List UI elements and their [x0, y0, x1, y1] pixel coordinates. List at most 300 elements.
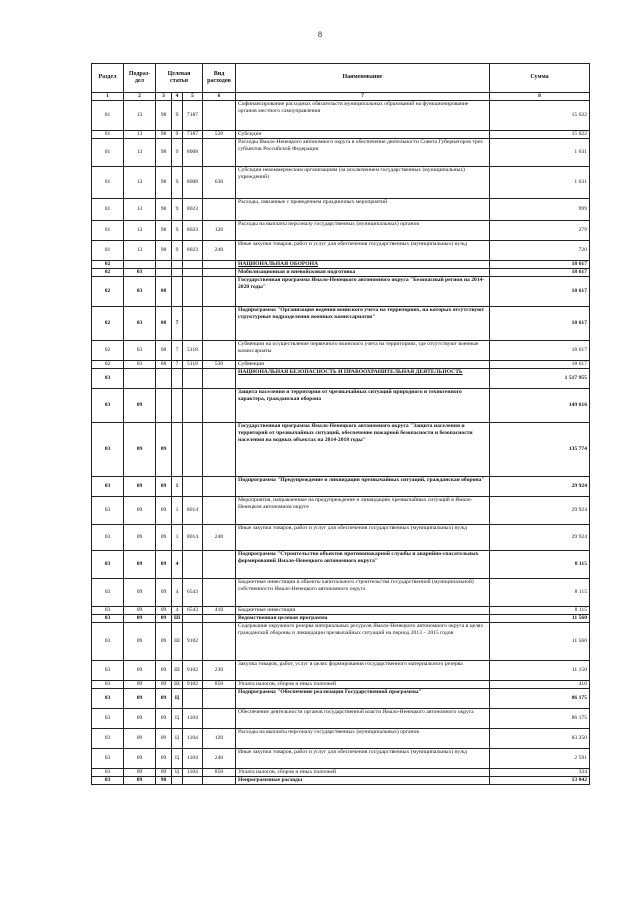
cell-statya-program: 09: [156, 768, 172, 776]
cell-statya-direction: [183, 368, 203, 388]
cell-statya-program: 09: [156, 614, 172, 622]
cell-statya-program: 09: [156, 728, 172, 748]
table-row: [92, 776, 590, 784]
budget-table: [91, 63, 590, 785]
cell-razdel: 01: [92, 138, 124, 166]
table-row: [92, 728, 590, 748]
cell-statya-program: 09: [156, 680, 172, 688]
cell-naimenovanie: Ведомственная целевая программа: [236, 614, 490, 622]
cell-statya-program: 08: [156, 276, 172, 306]
cell-podrazdel: 13: [124, 198, 156, 220]
cell-razdel: 03: [92, 708, 124, 728]
cell-summa: 18 617: [490, 306, 590, 340]
cell-vid-raskhodov: [203, 688, 236, 708]
cell-statya-direction: 9102: [183, 660, 203, 680]
cell-statya-direction: 9102: [183, 622, 203, 660]
cell-summa: 18 617: [490, 260, 590, 268]
cell-vid-raskhodov: [203, 550, 236, 578]
cell-vid-raskhodov: [203, 496, 236, 524]
cell-vid-raskhodov: [203, 101, 236, 131]
cell-razdel: 03: [92, 768, 124, 776]
cell-summa: 999: [490, 198, 590, 220]
table-row: [92, 680, 590, 688]
table-row: [92, 422, 590, 476]
cell-summa: 279: [490, 220, 590, 240]
table-row: [92, 748, 590, 768]
cell-vid-raskhodov: [203, 476, 236, 496]
cell-razdel: 03: [92, 476, 124, 496]
cell-statya-direction: 5118: [183, 360, 203, 368]
cell-statya-subprogram: 7: [172, 340, 183, 360]
cell-statya-direction: 1104: [183, 708, 203, 728]
cell-statya-subprogram: [172, 276, 183, 306]
cell-statya-direction: 8023: [183, 198, 203, 220]
cell-statya-subprogram: [172, 776, 183, 784]
header-summa: Сумма: [490, 64, 590, 93]
table-row: [92, 240, 590, 260]
cell-summa: 334: [490, 768, 590, 776]
cell-summa: 29 924: [490, 496, 590, 524]
cell-summa: 1 631: [490, 166, 590, 198]
table-body: [92, 101, 590, 785]
cell-razdel: 03: [92, 496, 124, 524]
cell-statya-program: 08: [156, 360, 172, 368]
cell-statya-direction: 1104: [183, 728, 203, 748]
cell-statya-program: 09: [156, 476, 172, 496]
cell-razdel: 03: [92, 422, 124, 476]
cell-naimenovanie: Мероприятия, направленные на предупреждение и ликвидацию чрезвычайных ситуаций в Ямало-Ненецком автономном округе: [236, 496, 490, 524]
cell-statya-subprogram: 9: [172, 166, 183, 198]
cell-vid-raskhodov: [203, 306, 236, 340]
cell-naimenovanie: Содержание окружного резерва материальных ресурсов Ямало-Ненецкого автономного округа в целях гражданской обороны и ликвидации чрезвычайных ситуаций на период 2013 – 2015 годов: [236, 622, 490, 660]
cell-vid-raskhodov: 240: [203, 524, 236, 550]
cell-vid-raskhodov: [203, 276, 236, 306]
cell-podrazdel: 09: [124, 388, 156, 422]
cell-statya-subprogram: [172, 422, 183, 476]
cell-statya-subprogram: 9: [172, 131, 183, 139]
cell-statya-program: 09: [156, 524, 172, 550]
cell-naimenovanie: Подпрограмма "Предупреждение и ликвидация чрезвычайных ситуаций, гражданская оборона": [236, 476, 490, 496]
cell-podrazdel: 13: [124, 138, 156, 166]
cell-statya-program: 98: [156, 138, 172, 166]
cell-vid-raskhodov: 240: [203, 240, 236, 260]
cell-naimenovanie: Расходы на выплаты персоналу государственных (муниципальных) органов: [236, 728, 490, 748]
cell-razdel: 03: [92, 368, 124, 388]
table-row: [92, 340, 590, 360]
cell-razdel: 03: [92, 688, 124, 708]
cell-razdel: 02: [92, 340, 124, 360]
cell-summa: 8 115: [490, 606, 590, 614]
cell-vid-raskhodov: [203, 388, 236, 422]
column-number: 8: [490, 93, 590, 101]
cell-razdel: 03: [92, 622, 124, 660]
cell-statya-subprogram: Ш: [172, 622, 183, 660]
table-row: [92, 614, 590, 622]
cell-summa: 1 517 955: [490, 368, 590, 388]
cell-podrazdel: 09: [124, 622, 156, 660]
table-row: [92, 131, 590, 139]
cell-statya-subprogram: 9: [172, 198, 183, 220]
cell-statya-program: 09: [156, 622, 172, 660]
cell-podrazdel: 09: [124, 578, 156, 606]
cell-razdel: 03: [92, 388, 124, 422]
cell-naimenovanie: Обеспечение деятельности органов государственной власти Ямало-Ненецкого автономного округа: [236, 708, 490, 728]
cell-vid-raskhodov: 520: [203, 131, 236, 139]
cell-podrazdel: 09: [124, 660, 156, 680]
table-row: [92, 198, 590, 220]
cell-statya-subprogram: Ц: [172, 708, 183, 728]
cell-statya-program: 09: [156, 496, 172, 524]
cell-statya-direction: 8008: [183, 166, 203, 198]
cell-razdel: 02: [92, 276, 124, 306]
cell-statya-direction: 8014: [183, 496, 203, 524]
cell-podrazdel: 03: [124, 340, 156, 360]
cell-razdel: 03: [92, 578, 124, 606]
cell-statya-subprogram: Ц: [172, 688, 183, 708]
cell-naimenovanie: Софинансирование расходных обязательств муниципальных образований на функционирование органов местного самоуправления: [236, 101, 490, 131]
cell-statya-direction: [183, 476, 203, 496]
cell-razdel: 03: [92, 660, 124, 680]
cell-naimenovanie: Иные закупки товаров, работ и услуг для обеспечения государственных (муниципальных) нужд: [236, 524, 490, 550]
cell-statya-program: 08: [156, 340, 172, 360]
cell-podrazdel: 13: [124, 240, 156, 260]
cell-summa: 8 115: [490, 550, 590, 578]
cell-naimenovanie: Подпрограмма "Строительство объектов противопожарной службы и аварийно-спасательных формирований Ямало-Ненецкого автономного округа": [236, 550, 490, 578]
cell-podrazdel: 09: [124, 688, 156, 708]
cell-vid-raskhodov: [203, 340, 236, 360]
cell-statya-program: 98: [156, 101, 172, 131]
cell-podrazdel: 03: [124, 360, 156, 368]
cell-summa: 83 250: [490, 728, 590, 748]
cell-summa: 18 617: [490, 340, 590, 360]
cell-razdel: 01: [92, 198, 124, 220]
cell-podrazdel: 03: [124, 276, 156, 306]
cell-podrazdel: 09: [124, 680, 156, 688]
table-row: [92, 606, 590, 614]
cell-razdel: 03: [92, 776, 124, 784]
cell-razdel: 01: [92, 131, 124, 139]
cell-statya-program: 09: [156, 550, 172, 578]
cell-naimenovanie: Иные закупки товаров, работ и услуг для обеспечения государственных (муниципальных) нужд: [236, 748, 490, 768]
table-row: [92, 268, 590, 276]
cell-vid-raskhodov: 530: [203, 360, 236, 368]
cell-razdel: 02: [92, 260, 124, 268]
header-row: [92, 64, 590, 93]
cell-razdel: 03: [92, 550, 124, 578]
cell-vid-raskhodov: [203, 622, 236, 660]
cell-naimenovanie: Закупка товаров, работ, услуг в целях формирования государственного материального резерва: [236, 660, 490, 680]
cell-summa: 149 616: [490, 388, 590, 422]
column-number: 5: [183, 93, 203, 101]
cell-statya-subprogram: [172, 368, 183, 388]
cell-statya-subprogram: 4: [172, 578, 183, 606]
table-row: [92, 360, 590, 368]
cell-summa: 18 617: [490, 268, 590, 276]
cell-statya-subprogram: Ц: [172, 768, 183, 776]
cell-statya-subprogram: Ц: [172, 728, 183, 748]
cell-vid-raskhodov: 850: [203, 680, 236, 688]
cell-statya-subprogram: [172, 268, 183, 276]
column-number: 6: [203, 93, 236, 101]
cell-statya-program: [156, 268, 172, 276]
cell-statya-program: 98: [156, 131, 172, 139]
header-podrazdel: Подраз-дел: [124, 64, 156, 93]
cell-statya-direction: 6543: [183, 578, 203, 606]
table-row: [92, 101, 590, 131]
cell-summa: 8 115: [490, 578, 590, 606]
cell-summa: 720: [490, 240, 590, 260]
cell-vid-raskhodov: 410: [203, 606, 236, 614]
table-row: [92, 550, 590, 578]
cell-podrazdel: 09: [124, 476, 156, 496]
table-row: [92, 260, 590, 268]
table-row: [92, 688, 590, 708]
table-row: [92, 768, 590, 776]
cell-naimenovanie: Субвенции: [236, 360, 490, 368]
cell-summa: 2 591: [490, 748, 590, 768]
cell-razdel: 01: [92, 101, 124, 131]
cell-statya-subprogram: Ш: [172, 680, 183, 688]
cell-podrazdel: 09: [124, 524, 156, 550]
cell-statya-program: [156, 368, 172, 388]
cell-statya-program: 09: [156, 688, 172, 708]
cell-vid-raskhodov: 120: [203, 728, 236, 748]
cell-statya-subprogram: 4: [172, 550, 183, 578]
table-row: [92, 368, 590, 388]
cell-statya-direction: 6543: [183, 606, 203, 614]
cell-statya-direction: [183, 688, 203, 708]
cell-summa: 18 617: [490, 276, 590, 306]
cell-naimenovanie: Субсидии некоммерческим организациям (за исключением государственных (муниципальных) учреждений): [236, 166, 490, 198]
cell-razdel: 01: [92, 220, 124, 240]
column-number: 3: [156, 93, 172, 101]
cell-statya-direction: [183, 276, 203, 306]
cell-vid-raskhodov: 230: [203, 660, 236, 680]
cell-naimenovanie: Государственная программа Ямало-Ненецкого автономного округа "Защита населения и территорий от чрезвычайных ситуаций, обеспечение пожарной безопасности и безопасности населения на водных объектах на 2014-2018 годы": [236, 422, 490, 476]
cell-statya-program: 98: [156, 220, 172, 240]
header-tselevaya-statya: Целевая статья: [156, 64, 203, 93]
table-row: [92, 660, 590, 680]
cell-podrazdel: 13: [124, 131, 156, 139]
cell-vid-raskhodov: [203, 776, 236, 784]
cell-podrazdel: 13: [124, 220, 156, 240]
cell-statya-direction: [183, 776, 203, 784]
cell-naimenovanie: НАЦИОНАЛЬНАЯ БЕЗОПАСНОСТЬ И ПРАВООХРАНИТЕЛЬНАЯ ДЕЯТЕЛЬНОСТЬ: [236, 368, 490, 388]
cell-vid-raskhodov: [203, 138, 236, 166]
header-naimenovanie: Наименование: [236, 64, 490, 93]
cell-naimenovanie: Субвенции на осуществление первичного воинского учета на территориях, где отсутствуют военные комиссариаты: [236, 340, 490, 360]
column-number-row: [92, 93, 590, 101]
cell-summa: 135 774: [490, 422, 590, 476]
column-number: 1: [92, 93, 124, 101]
cell-podrazdel: 09: [124, 496, 156, 524]
cell-summa: 1 631: [490, 138, 590, 166]
cell-summa: 29 924: [490, 476, 590, 496]
table-row: [92, 306, 590, 340]
table-row: [92, 578, 590, 606]
table-row: [92, 276, 590, 306]
cell-statya-program: 98: [156, 240, 172, 260]
cell-summa: 410: [490, 680, 590, 688]
cell-statya-direction: [183, 260, 203, 268]
cell-statya-direction: [183, 388, 203, 422]
cell-podrazdel: [124, 260, 156, 268]
cell-naimenovanie: Расходы на выплаты персоналу государственных (муниципальных) органов: [236, 220, 490, 240]
cell-statya-direction: 7187: [183, 131, 203, 139]
cell-statya-direction: [183, 268, 203, 276]
cell-naimenovanie: Бюджетные инвестиции: [236, 606, 490, 614]
table-row: [92, 708, 590, 728]
cell-statya-direction: 1104: [183, 768, 203, 776]
cell-statya-direction: 8008: [183, 138, 203, 166]
cell-naimenovanie: Бюджетные инвестиции в объекты капитального строительства государственной (муниципальной) собственности Ямало-Ненецкого автономного округа: [236, 578, 490, 606]
cell-statya-program: 09: [156, 748, 172, 768]
cell-summa: 86 175: [490, 688, 590, 708]
cell-podrazdel: 09: [124, 606, 156, 614]
cell-statya-program: 98: [156, 776, 172, 784]
cell-naimenovanie: Защита населения и территории от чрезвычайных ситуаций природного и техногенного характера, гражданская оборона: [236, 388, 490, 422]
cell-statya-subprogram: 1: [172, 476, 183, 496]
cell-summa: 18 617: [490, 360, 590, 368]
cell-summa: 13 842: [490, 776, 590, 784]
cell-naimenovanie: Расходы Ямало-Ненецкого автономного округа в обеспечение деятельности Совета Губернаторов трех субъектов Российской Федерации: [236, 138, 490, 166]
cell-statya-direction: 1104: [183, 748, 203, 768]
cell-statya-direction: [183, 614, 203, 622]
cell-naimenovanie: Субсидии: [236, 131, 490, 139]
cell-podrazdel: 09: [124, 776, 156, 784]
cell-statya-direction: 8023: [183, 240, 203, 260]
cell-podrazdel: 03: [124, 268, 156, 276]
cell-statya-subprogram: 9: [172, 220, 183, 240]
column-number: 4: [172, 93, 183, 101]
cell-podrazdel: 13: [124, 101, 156, 131]
cell-vid-raskhodov: 120: [203, 220, 236, 240]
column-number: 2: [124, 93, 156, 101]
cell-statya-subprogram: 9: [172, 101, 183, 131]
cell-statya-subprogram: 9: [172, 240, 183, 260]
cell-statya-program: 98: [156, 198, 172, 220]
cell-podrazdel: 09: [124, 728, 156, 748]
cell-statya-direction: 5118: [183, 340, 203, 360]
cell-razdel: 02: [92, 306, 124, 340]
cell-vid-raskhodov: [203, 198, 236, 220]
cell-statya-subprogram: 4: [172, 606, 183, 614]
cell-podrazdel: [124, 368, 156, 388]
cell-podrazdel: 13: [124, 166, 156, 198]
cell-razdel: 03: [92, 614, 124, 622]
cell-statya-program: 09: [156, 708, 172, 728]
cell-statya-subprogram: 9: [172, 138, 183, 166]
cell-statya-subprogram: 1: [172, 496, 183, 524]
table-row: [92, 496, 590, 524]
cell-vid-raskhodov: [203, 614, 236, 622]
cell-summa: 86 175: [490, 708, 590, 728]
cell-statya-direction: [183, 306, 203, 340]
cell-naimenovanie: НАЦИОНАЛЬНАЯ ОБОРОНА: [236, 260, 490, 268]
cell-statya-direction: [183, 422, 203, 476]
cell-summa: 15 022: [490, 131, 590, 139]
cell-statya-program: 08: [156, 306, 172, 340]
cell-naimenovanie: Расходы, связанные с проведением праздничных мероприятий: [236, 198, 490, 220]
cell-vid-raskhodov: [203, 268, 236, 276]
cell-vid-raskhodov: [203, 578, 236, 606]
cell-vid-raskhodov: 240: [203, 748, 236, 768]
cell-naimenovanie: Государственная программа Ямало-Ненецкого автономного округа "Безопасный регион на 2014-2020 годы": [236, 276, 490, 306]
cell-podrazdel: 03: [124, 306, 156, 340]
cell-naimenovanie: Непрограммные расходы: [236, 776, 490, 784]
cell-statya-direction: [183, 550, 203, 578]
cell-summa: 29 924: [490, 524, 590, 550]
cell-vid-raskhodov: [203, 368, 236, 388]
cell-statya-direction: 7187: [183, 101, 203, 131]
header-vid-raskhodov: Вид расходов: [203, 64, 236, 93]
cell-razdel: 03: [92, 728, 124, 748]
table-row: [92, 166, 590, 198]
cell-podrazdel: 09: [124, 422, 156, 476]
cell-statya-program: 09: [156, 422, 172, 476]
cell-statya-program: 98: [156, 166, 172, 198]
cell-statya-subprogram: 1: [172, 524, 183, 550]
table-row: [92, 622, 590, 660]
cell-summa: 11 560: [490, 622, 590, 660]
cell-razdel: 01: [92, 166, 124, 198]
table-row: [92, 138, 590, 166]
cell-naimenovanie: Иные закупки товаров, работ и услуг для обеспечения государственных (муниципальных) нужд: [236, 240, 490, 260]
cell-razdel: 01: [92, 240, 124, 260]
table-row: [92, 388, 590, 422]
cell-statya-subprogram: Ш: [172, 614, 183, 622]
header-razdel: Раздел: [92, 64, 124, 93]
table-row: [92, 220, 590, 240]
cell-statya-subprogram: 7: [172, 306, 183, 340]
cell-vid-raskhodov: 630: [203, 166, 236, 198]
cell-podrazdel: 09: [124, 614, 156, 622]
cell-razdel: 02: [92, 360, 124, 368]
cell-podrazdel: 09: [124, 708, 156, 728]
cell-vid-raskhodov: 850: [203, 768, 236, 776]
cell-podrazdel: 09: [124, 748, 156, 768]
cell-podrazdel: 09: [124, 550, 156, 578]
cell-summa: 11 150: [490, 660, 590, 680]
page-number: 8: [318, 30, 322, 39]
cell-statya-subprogram: [172, 388, 183, 422]
cell-naimenovanie: Мобилизационная и вневойсковая подготовка: [236, 268, 490, 276]
cell-statya-direction: 8014: [183, 524, 203, 550]
cell-razdel: 03: [92, 680, 124, 688]
cell-vid-raskhodov: [203, 260, 236, 268]
cell-naimenovanie: Подпрограмма "Обеспечение реализации Государственной программы": [236, 688, 490, 708]
table-row: [92, 524, 590, 550]
cell-naimenovanie: Уплата налогов, сборов и иных платежей: [236, 680, 490, 688]
cell-statya-direction: 9102: [183, 680, 203, 688]
cell-statya-subprogram: [172, 260, 183, 268]
cell-naimenovanie: Уплата налогов, сборов и иных платежей: [236, 768, 490, 776]
cell-naimenovanie: Подпрограмма "Организация ведения воинского учета на территориях, на которых отсутствуют структурные подразделения военных комиссариатов": [236, 306, 490, 340]
cell-statya-program: 09: [156, 660, 172, 680]
cell-statya-subprogram: 7: [172, 360, 183, 368]
table-row: [92, 476, 590, 496]
cell-podrazdel: 09: [124, 768, 156, 776]
cell-statya-subprogram: Ц: [172, 748, 183, 768]
cell-summa: 11 560: [490, 614, 590, 622]
cell-statya-program: [156, 388, 172, 422]
cell-razdel: 03: [92, 606, 124, 614]
column-number: 7: [236, 93, 490, 101]
cell-razdel: 02: [92, 268, 124, 276]
cell-razdel: 03: [92, 524, 124, 550]
cell-statya-program: [156, 260, 172, 268]
cell-statya-direction: 8023: [183, 220, 203, 240]
